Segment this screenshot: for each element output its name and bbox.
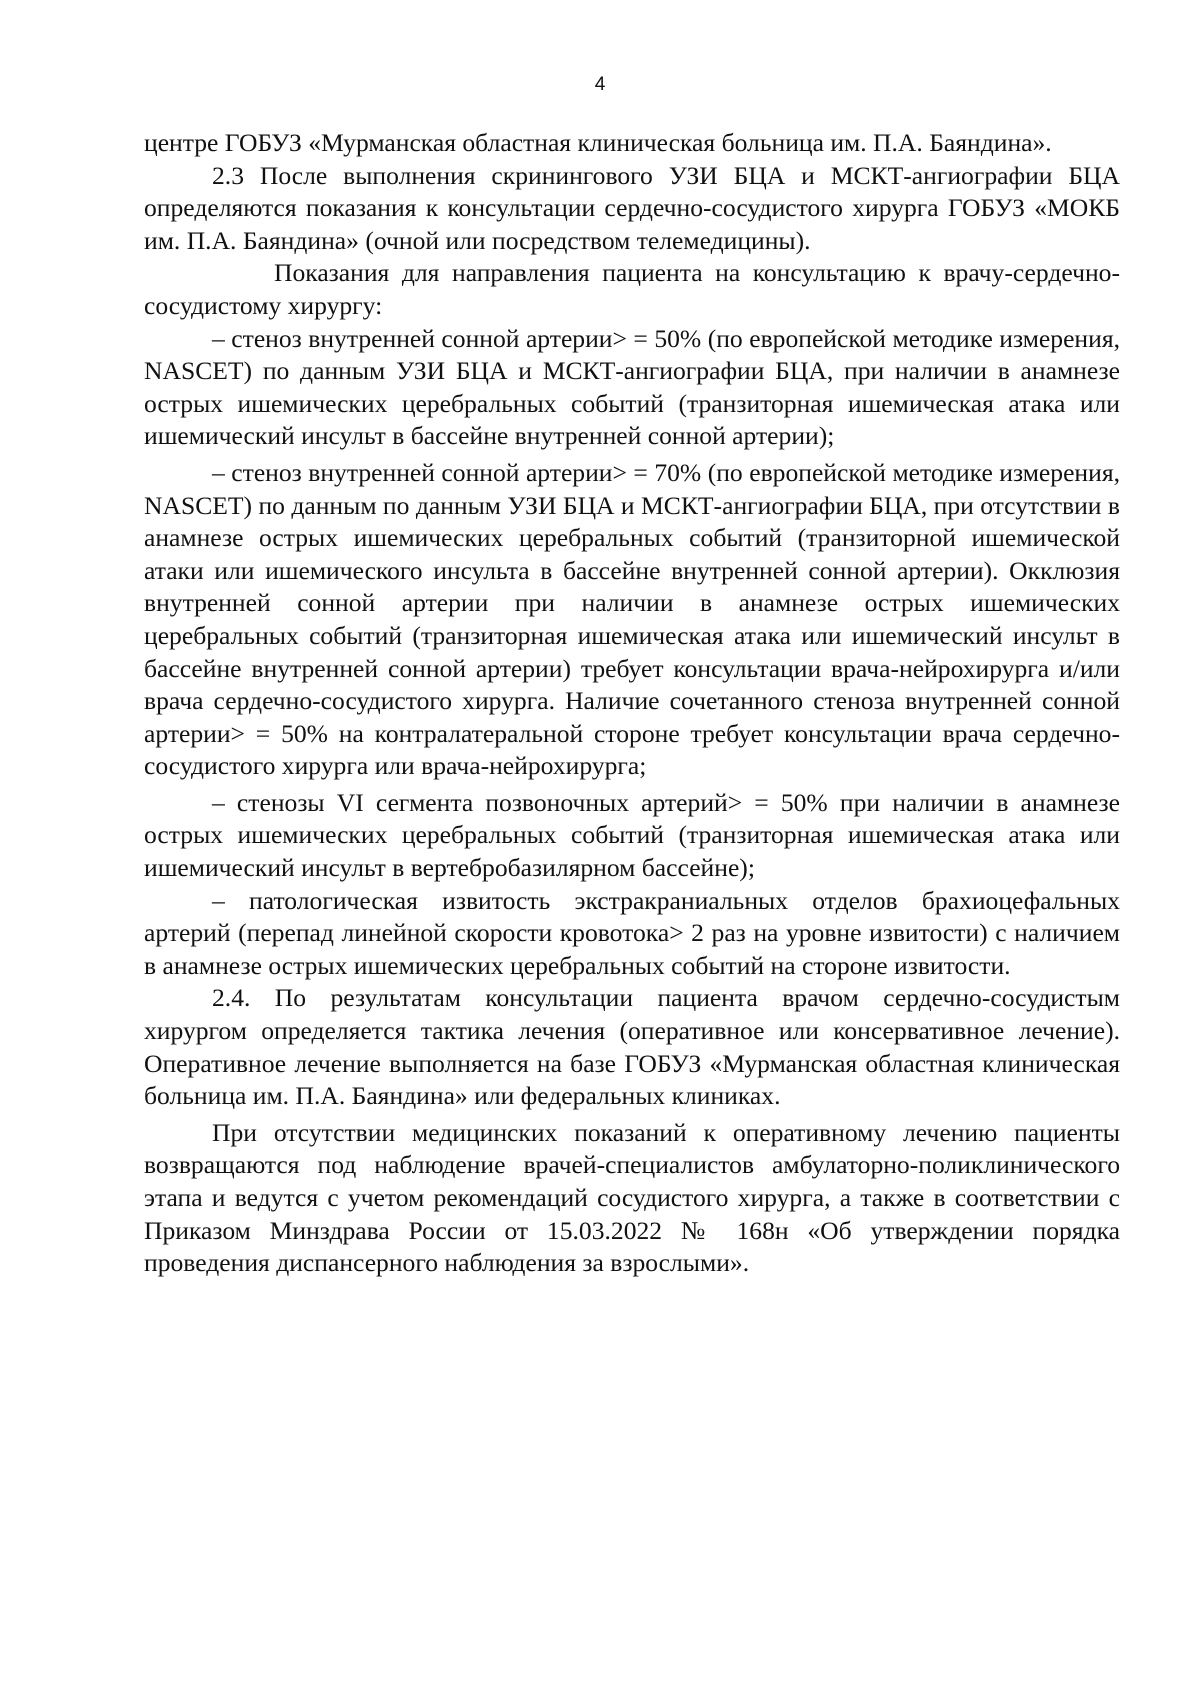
paragraph-indications-intro: Показания для направления пациента на консультацию к врачу-сердечно-сосудистому хирургу: xyxy=(144,258,1120,320)
page-number: 4 xyxy=(594,74,606,95)
paragraph-2-4: 2.4. По результатам консультации пациента врачом сердечно-сосудистым хирургом определяется тактика лечения (оперативное или консервативное лечение). Оперативное лечение выполняется на базе ГОБУЗ «Мурманская областная клиническая больница им. П.А. Баяндина» или федеральных клиниках. xyxy=(144,983,1120,1111)
paragraph-hospital-name: центре ГОБУЗ «Мурманская областная клиническая больница им. П.А. Баяндина». xyxy=(144,128,1052,157)
list-item-tortuosity: – патологическая извитость экстракраниальных отделов брахиоцефальных артерий (перепад линейной скорости кровотока> 2 раз на уровне извитости) с наличием в анамнезе острых ишемических церебральных событий на стороне извитости. xyxy=(144,885,1120,980)
paragraph-no-indications: При отсутствии медицинских показаний к оперативному лечению пациенты возвращаются под наблюдение врачей-специалистов амбулаторно-поликлинического этапа и ведутся с учетом рекомендаций сосудистого хирурга, а также в соответствии с Приказом Минздрава России от 15.03.2022 № 168н «Об утверждении порядка проведения диспансерного наблюдения за взрослыми». xyxy=(144,1117,1120,1278)
list-item-stenosis-70: – стеноз внутренней сонной артерии> = 70% (по европейской методике измерения, NASCET) по данным по данным УЗИ БЦА и МСКТ-ангиографии БЦА, при отсутствии в анамнезе острых ишемических церебральных событий (транзиторной ишемической атаки или ишемического инсульта в бассейне внутренней сонной артерии). Окклюзия внутренней сонной артерии при наличии в анамнезе острых ишемических церебральных событий (транзиторная ишемическая атака или ишемический инсульт в бассейне внутренней сонной артерии) требует консультации врача-нейрохирурга и/или врача сердечно-сосудистого хирурга. Наличие сочетанного стеноза внутренней сонной артерии> = 50% на контралатеральной стороне требует консультации врача сердечно-сосудистого хирурга или врача-нейрохирурга; xyxy=(144,457,1120,781)
document-body xyxy=(144,127,1120,1280)
list-item-stenosis-50: – стеноз внутренней сонной артерии> = 50% (по европейской методике измерения, NASCET) по данным УЗИ БЦА и МСКТ-ангиографии БЦА, при наличии в анамнезе острых ишемических церебральных событий (транзиторная ишемическая атака или ишемический инсульт в бассейне внутренней сонной артерии); xyxy=(144,323,1120,451)
paragraph-2-3: 2.3 После выполнения скринингового УЗИ БЦА и МСКТ-ангиографии БЦА определяются показания к консультации сердечно-сосудистого хирурга ГОБУЗ «МОКБ им. П.А. Баяндина» (очной или посредством телемедицины). xyxy=(144,160,1120,255)
list-item-vertebral-stenosis: – стенозы VI сегмента позвоночных артерий> = 50% при наличии в анамнезе острых ишемических церебральных событий (транзиторная ишемическая атака или ишемический инсульт в вертебробазилярном бассейне); xyxy=(144,787,1120,883)
